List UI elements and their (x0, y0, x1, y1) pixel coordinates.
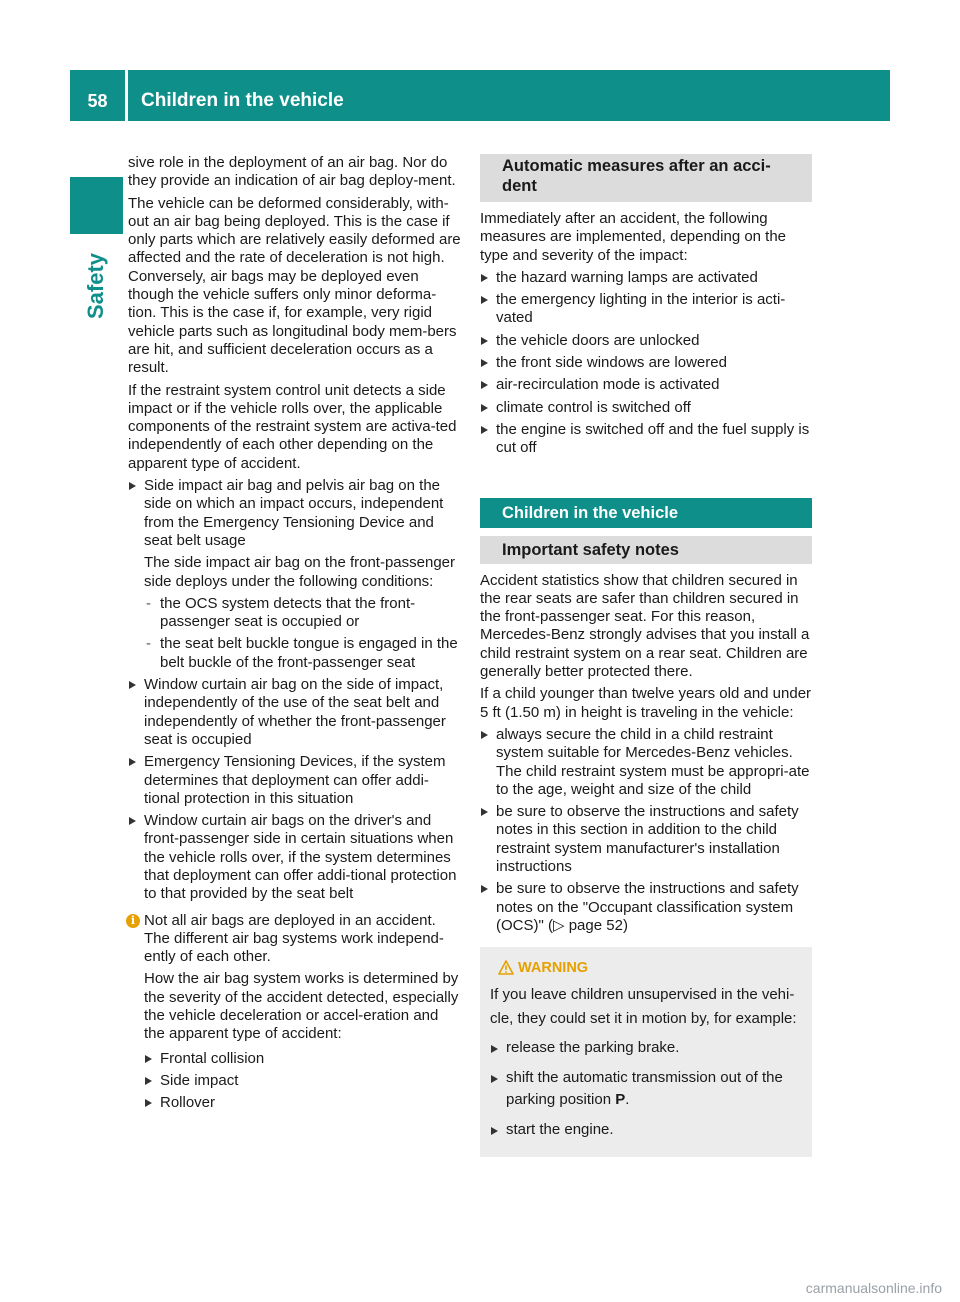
info-paragraph: Not all air bags are deployed in an accident. The different air bag systems work independ-ently of each other. (144, 911, 444, 966)
list-item: Emergency Tensioning Devices, if the system determines that deployment can offer addi-tional protection in this situation (128, 753, 461, 808)
warning-triangle-icon (498, 960, 514, 975)
list-item: the front side windows are lowered (480, 354, 812, 372)
accident-type-list (144, 1050, 461, 1113)
page-number: 58 (87, 91, 108, 111)
dash-marker: - (146, 594, 151, 612)
list-item-text: Side impact air bag and pelvis air bag on the side on which an impact occurs, independent from the Emergency Tensioning Device and seat belt usage (144, 477, 444, 549)
side-tab (70, 246, 123, 326)
list-item: the engine is switched off and the fuel supply is cut off (480, 421, 812, 458)
header-divider (125, 70, 128, 121)
watermark: carmanualsonline.info (805, 1280, 942, 1296)
dash-item (144, 595, 461, 632)
page-ref-arrow-icon: ▷ (552, 916, 565, 934)
warning-box (480, 947, 812, 1157)
list-item: Side impact (144, 1072, 461, 1090)
list-item: be sure to observe the instructions and safety notes in this section in addition to the child restraint system manufacturer's installation instructions (480, 803, 812, 876)
list-item-text-end: . (625, 1091, 630, 1109)
list-item: Frontal collision (144, 1050, 461, 1068)
paragraph: sive role in the deployment of an air bag. Nor do they provide an indication of air bag deploy-ment. (128, 154, 456, 190)
list-item-text: shift the automatic transmission out of the parking position (506, 1069, 783, 1109)
info-note (128, 912, 461, 1113)
list-item-text: be sure to observe the instructions and safety notes on the "Occupant classification system (OCS)" ( (496, 880, 799, 934)
list-item: always secure the child in a child restraint system suitable for Mercedes-Benz vehicles. The child restraint system must be appropri-ate to the age, weight and size of the child (480, 726, 812, 799)
side-tab-label: Safety (83, 252, 108, 320)
warning-text: If you leave children unsupervised in the vehi-cle, they could set it in motion by, for example: (490, 986, 797, 1028)
list-item (128, 477, 461, 672)
measures-list (480, 269, 812, 458)
warning-title-text: WARNING (518, 960, 589, 977)
list-item: Window curtain air bag on the side of impact, independently of the use of the seat belt and independently of whether the front-passenger seat is occupied (128, 676, 461, 749)
gear-position-p: P (615, 1091, 626, 1109)
warning-list (490, 1037, 802, 1141)
list-item: the emergency lighting in the interior is acti-vated (480, 291, 812, 328)
paragraph: If a child younger than twelve years old and under 5 ft (1.50 m) in height is traveling in the vehicle: (480, 685, 812, 721)
list-item: climate control is switched off (480, 399, 812, 417)
paragraph: Immediately after an accident, the following measures are implemented, depending on the type and severity of the impact: (480, 210, 787, 264)
info-paragraph: How the air bag system works is determined by the severity of the accident detected, especially the vehicle deceleration or accel-eration and the apparent type of accident: (144, 970, 459, 1043)
header-title: Children in the vehicle (141, 90, 344, 111)
left-column (128, 154, 461, 1117)
list-item: the hazard warning lamps are activated (480, 269, 812, 287)
list-item: release the parking brake. (490, 1037, 802, 1059)
list-item-subtext: The side impact air bag on the front-passenger side deploys under the following conditions: (144, 554, 456, 590)
deployment-list (128, 477, 461, 904)
list-item (480, 880, 812, 935)
section-heading-automatic-measures: Automatic measures after an acci-dent (480, 154, 812, 202)
paragraph: Accident statistics show that children secured in the rear seats are safer than children secured in the front-passenger seat. For this reason, Mercedes-Benz strongly advises that you install a child restraint system on a rear seat. Children are generally better protected there. (480, 571, 810, 681)
right-column (480, 154, 812, 1157)
page-reference-link[interactable]: page 52 (568, 916, 623, 934)
list-item: the vehicle doors are unlocked (480, 332, 812, 350)
list-item (490, 1067, 802, 1111)
section-heading-children: Children in the vehicle (480, 498, 812, 528)
warning-title (490, 959, 802, 977)
list-item: air-recirculation mode is activated (480, 376, 812, 394)
section-heading-important-safety-notes: Important safety notes (480, 536, 812, 564)
paragraph: If the restraint system control unit detects a side impact or if the vehicle rolls over, the applicable components of the restraint system are activa-ted independently of each other depending on the apparent type of accident. (128, 381, 457, 472)
child-safety-list (480, 726, 812, 935)
paragraph: The vehicle can be deformed considerably, with-out an air bag being deployed. This is the case if only parts which are relatively easily deformed are affected and the rate of deceleration is not high. Conversely, air bags may be deployed even though the vehicle suffers only minor deforma-tion. This is the case if, for example, very rigid vehicle parts such as longitudinal body mem-bers are hit, and sufficient deceleration occurs as a result. (128, 194, 461, 377)
dash-item-text: the OCS system detects that the front-passenger seat is occupied or (160, 594, 416, 631)
list-item: Window curtain air bags on the driver's and front-passenger side in certain situations when the vehicle rolls over, if the system determines that deployment can offer addi-tional protection to that provided by the seat belt (128, 812, 461, 903)
info-icon: i (126, 914, 140, 928)
list-item-text-end: ) (622, 916, 628, 934)
dash-marker: - (146, 635, 151, 653)
list-item: Rollover (144, 1094, 461, 1112)
dash-item-text: the seat belt buckle tongue is engaged in the belt buckle of the front-passenger seat (160, 635, 458, 671)
side-tab-block (70, 177, 123, 234)
list-item: start the engine. (490, 1119, 802, 1141)
dash-item (144, 635, 461, 672)
condition-list (144, 595, 461, 672)
